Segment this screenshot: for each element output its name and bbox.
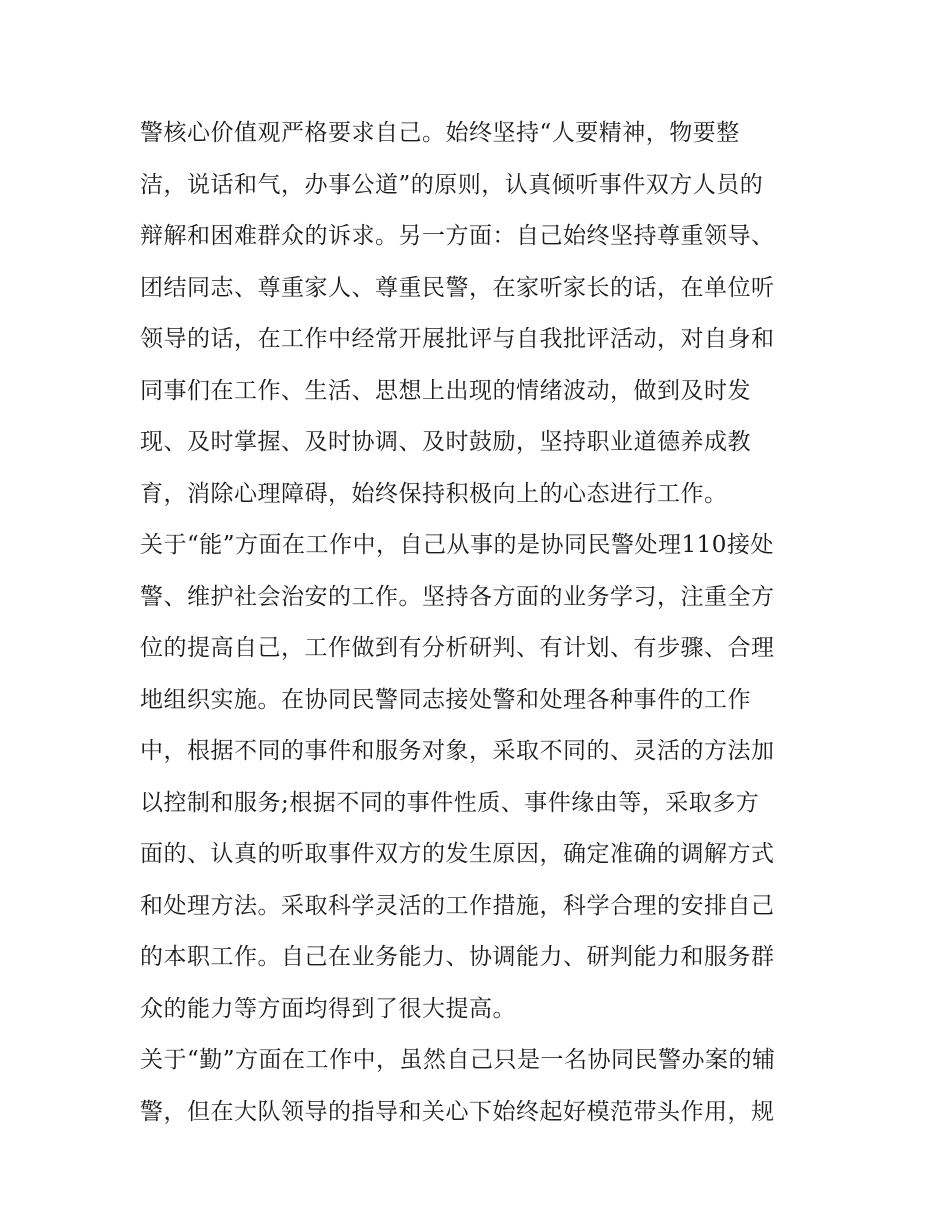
paragraph-start-line: 关于“勤”方面在工作中，虽然自己只是一名协同民警办案的辅: [140, 1047, 776, 1073]
text-line: 洁，说话和气，办事公道”的原则，认真倾听事件双方人员的: [140, 171, 764, 198]
text-line: 警，但在大队领导的指导和关心下始终起好模范带头作用，规: [140, 1098, 775, 1125]
text-line: 同事们在工作、生活、思想上出现的情绪波动，做到及时发: [140, 377, 751, 404]
text-line: 警、维护社会治安的工作。坚持各方面的业务学习，注重全方: [140, 583, 775, 610]
text-line: 中，根据不同的事件和服务对象，采取不同的、灵活的方法加: [140, 738, 775, 764]
paragraph-start-line: 关于“能”方面在工作中，自己从事的是协同民警处理110接处: [140, 532, 774, 558]
text-line: 团结同志、尊重家人、尊重民警，在家听家长的话，在单位听: [140, 274, 775, 301]
text-line: 地组织实施。在协同民警同志接处警和处理各种事件的工作: [140, 686, 751, 713]
text-line: 面的、认真的听取事件双方的发生原因，确定准确的调解方式: [140, 841, 775, 867]
text-line: 领导的话，在工作中经常开展批评与自我批评活动，对自身和: [140, 326, 775, 352]
text-line: 警核心价值观严格要求自己。始终坚持“人要精神，物要整: [140, 120, 740, 146]
text-line: 位的提高自己，工作做到有分析研判、有计划、有步骤、合理: [140, 635, 775, 661]
text-line: 众的能力等方面均得到了很大提高。: [140, 995, 516, 1022]
text-line: 的本职工作。自己在业务能力、协调能力、研判能力和服务群: [140, 944, 775, 970]
text-line: 以控制和服务;根据不同的事件性质、事件缘由等，采取多方: [140, 789, 760, 816]
body-text: [140, 108, 820, 1138]
text-line: 和处理方法。采取科学灵活的工作措施，科学合理的安排自己: [140, 892, 775, 919]
text-line: 育，消除心理障碍，始终保持积极向上的心态进行工作。: [140, 480, 728, 507]
text-line: 现、及时掌握、及时协调、及时鼓励，坚持职业道德养成教: [140, 429, 751, 455]
text-line: 辩解和困难群众的诉求。另一方面：自己始终坚持尊重领导、: [140, 223, 775, 249]
